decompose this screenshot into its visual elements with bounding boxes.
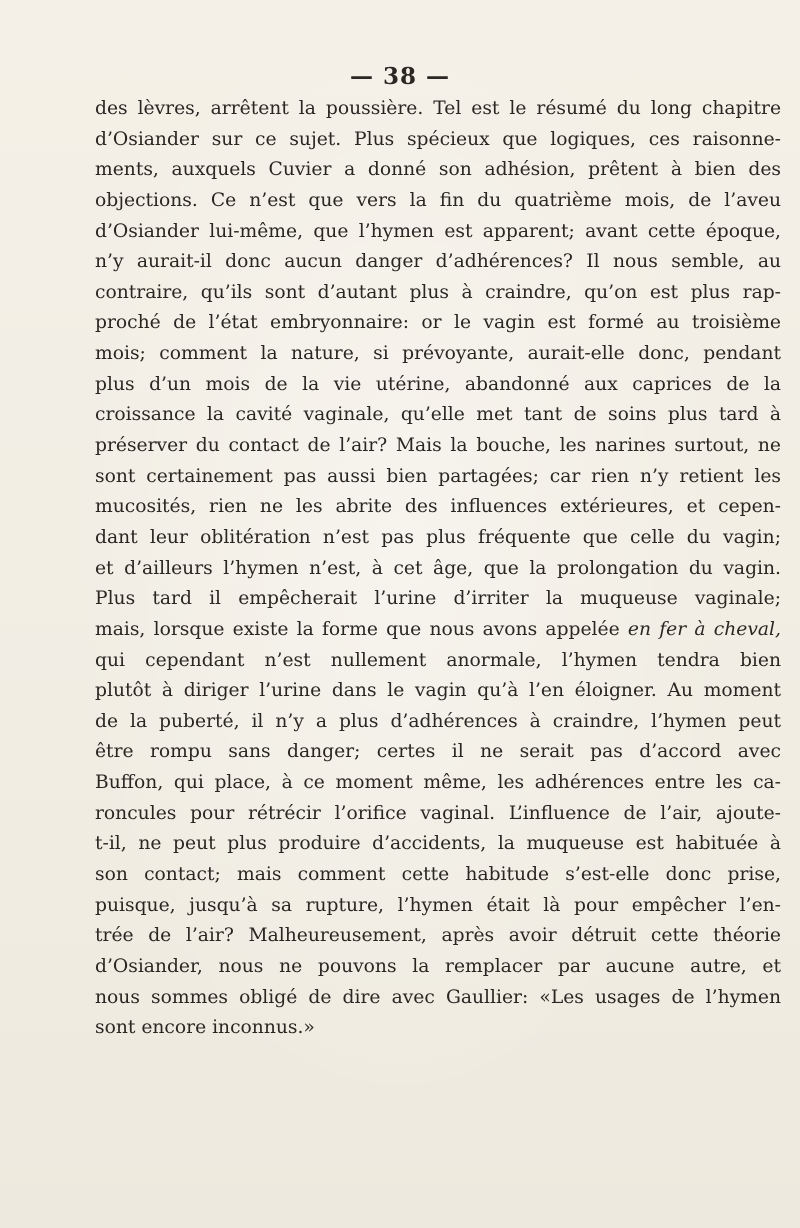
text-line: d’Osiander lui-même, que l’hymen est apparent; avant cette époque,	[95, 220, 781, 242]
body-text	[95, 94, 781, 1044]
text-line: ments, auxquels Cuvier a donné son adhésion, prêtent à bien des	[95, 159, 781, 181]
text-line: roncules pour rétrécir l’orifice vaginal. L’influence de l’air, ajoute-	[95, 802, 781, 824]
text-line-final: sont encore inconnus.»	[95, 1017, 315, 1039]
text-segment: mais, lorsque existe la forme que nous avons appelée	[95, 618, 620, 640]
text-line-with-italic	[95, 615, 781, 646]
text-line: mucosités, rien ne les abrite des influences extérieures, et cepen-	[95, 496, 781, 518]
text-line: puisque, jusqu’à sa rupture, l’hymen était là pour empêcher l’en-	[95, 894, 781, 916]
text-line: préserver du contact de l’air? Mais la bouche, les narines surtout, ne	[95, 435, 781, 457]
italic-phrase: en fer à cheval,	[627, 618, 781, 640]
text-line: des lèvres, arrêtent la poussière. Tel est le résumé du long chapitre	[95, 98, 781, 119]
text-line: n’y aurait-il donc aucun danger d’adhérences? Il nous semble, au	[95, 251, 781, 273]
text-line: être rompu sans danger; certes il ne serait pas d’accord avec	[95, 741, 781, 763]
page-number: — 38 —	[349, 63, 451, 90]
text-line: Plus tard il empêcherait l’urine d’irriter la muqueuse vaginale;	[95, 588, 781, 610]
text-line: qui cependant n’est nullement anormale, l’hymen tendra bien	[95, 649, 781, 671]
text-line: objections. Ce n’est que vers la fin du quatrième mois, de l’aveu	[95, 189, 781, 211]
text-line: et d’ailleurs l’hymen n’est, à cet âge, que la prolongation du vagin.	[95, 557, 781, 579]
text-line: mois; comment la nature, si prévoyante, aurait-elle donc, pendant	[95, 343, 781, 365]
text-line: sont certainement pas aussi bien partagées; car rien n’y retient les	[95, 465, 781, 487]
text-line: contraire, qu’ils sont d’autant plus à craindre, qu’on est plus rap-	[95, 281, 781, 303]
text-line: d’Osiander sur ce sujet. Plus spécieux que logiques, ces raisonne-	[95, 128, 781, 150]
text-line: son contact; mais comment cette habitude s’est-elle donc prise,	[95, 864, 781, 886]
text-line: nous sommes obligé de dire avec Gaullier: «Les usages de l’hymen	[95, 986, 781, 1008]
text-line: t-il, ne peut plus produire d’accidents, la muqueuse est habituée à	[95, 833, 781, 855]
text-line: croissance la cavité vaginale, qu’elle met tant de soins plus tard à	[95, 404, 781, 426]
text-line: plutôt à diriger l’urine dans le vagin qu’à l’en éloigner. Au moment	[95, 680, 781, 702]
text-line: Buffon, qui place, à ce moment même, les adhérences entre les ca-	[95, 772, 781, 794]
text-line: dant leur oblitération n’est pas plus fréquente que celle du vagin;	[95, 526, 781, 548]
text-line: trée de l’air? Malheureusement, après avoir détruit cette théorie	[95, 925, 781, 947]
text-line: proché de l’état embryonnaire: or le vagin est formé au troisième	[95, 312, 781, 334]
text-line: plus d’un mois de la vie utérine, abandonné aux caprices de la	[95, 373, 781, 395]
text-line: d’Osiander, nous ne pouvons la remplacer par aucune autre, et	[95, 955, 781, 977]
text-line: de la puberté, il n’y a plus d’adhérences à craindre, l’hymen peut	[95, 710, 781, 732]
